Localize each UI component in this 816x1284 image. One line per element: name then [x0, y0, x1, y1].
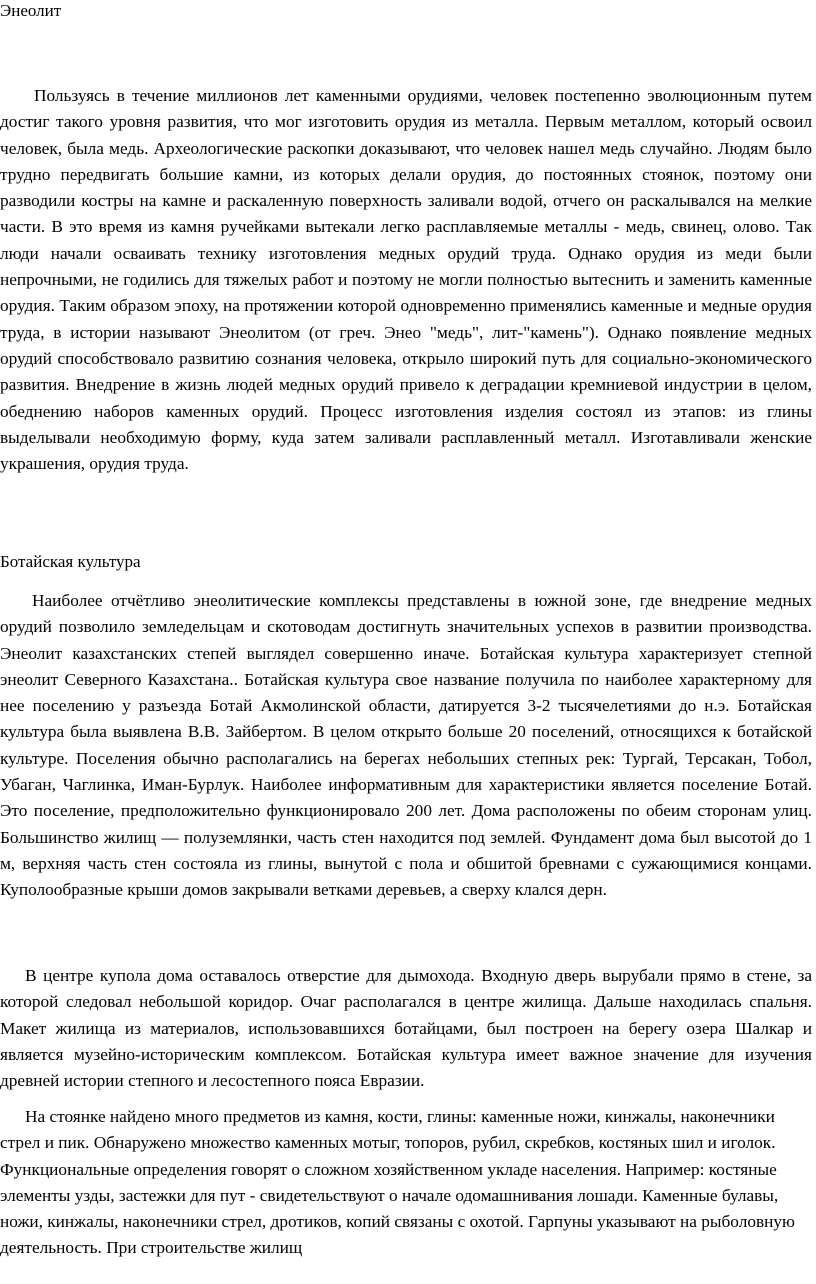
paragraph-botai-3: На стоянке найдено много предметов из камня, кости, глины: каменные ножи, кинжалы, наконечники стрел и пик. Обнаружено множество каменных мотыг, топоров, рубил, скребков, костяных шил и иголок. Функциональные определения говорят о сложном хозяйственном укладе населения. Например: костяные элементы узды, застежки для пут - свидетельствуют о начале одомашнивания лошади. Каменные булавы, ножи, кинжалы, наконечники стрел, дротиков, копий связаны с охотой. Гарпуны указывают на рыболовную деятельность. При строительстве жилищ — [0, 1107, 795, 1258]
section-heading-botai: Ботайская культура — [0, 552, 141, 571]
paragraph-eneolit-1: Пользуясь в течение миллионов лет каменными орудиями, человек постепенно эволюционным путем достиг такого уровня развития, что мог изготовить орудия из металла. Первым металлом, который освоил человек, была медь. Археологические раскопки доказывают, что человек нашел медь случайно. Людям было трудно передвигать большие камни, из которых делали орудия, до постоянных стоянок, поэтому они разводили костры на камне и раскаленную поверхность заливали водой, отчего он раскалывался на мелкие части. В это время из камня ручейками вытекали легко расплавляемые металлы - медь, свинец, олово. Так люди начали осваивать технику изготовления медных орудий труда. Однако орудия из меди были непрочными, не годились для тяжелых работ и поэтому не могли полностью вытеснить и заменить каменные орудия. Таким образом эпоху, на протяжении которой одновременно применялись каменные и медные орудия труда, в истории называют Энеолитом (от греч. Энео "медь", лит-"камень"). Однако появление медных орудий способствовало развитию сознания человека, открыло широкий путь для социально-экономического развития. Внедрение в жизнь людей медных орудий привело к деградации кремниевой индустрии в целом, обеднению наборов каменных орудий. Процесс изготовления изделия состоял из этапов: из глины выделывали необходимую форму, куда затем заливали расплавленный металл. Изготавливали женские украшения, орудия труда. — [0, 86, 812, 474]
paragraph-botai-2: В центре купола дома оставалось отверстие для дымохода. Входную дверь вырубали прямо в стене, за которой следовал небольшой коридор. Очаг располагался в центре жилища. Дальше находилась спальня. Макет жилища из материалов, использовавшихся ботайцами, был построен на берегу озера Шалкар и является музейно-историческим комплексом. Ботайская культура имеет важное значение для изучения древней истории степного и лесостепного пояса Евразии. — [0, 966, 812, 1091]
section-heading-eneolit: Энеолит — [0, 1, 62, 20]
paragraph-botai-1: Наиболее отчётливо энеолитические комплексы представлены в южной зоне, где внедрение медных орудий позволило земледельцам и скотоводам достигнуть значительных успехов в развитии производства. Энеолит казахстанских степей выглядел совершенно иначе. Ботайская культура характеризует степной энеолит Северного Казахстана.. Ботайская культура свое название получила по наиболее характерному для нее поселению у разъезда Ботай Акмолинской области, датируется 3-2 тысячелетиями до н.э. Ботайская культура была выявлена В.В. Зайбертом. В целом открыто больше 20 поселений, относящихся к ботайской культуре. Поселения обычно располагались на берегах небольших степных рек: Тургай, Терсакан, Тобол, Убаган, Чаглинка, Иман-Бурлук. Наиболее информативным для характеристики является поселение Ботай. Это поселение, предположительно функционировало 200 лет. Дома расположены по обеим сторонам улиц. Большинство жилищ — полуземлянки, часть стен находится под землей. Фундамент дома был высотой до 1 м, верхняя часть стен состояла из глины, вынутой с пола и обшитой бревнами с сужающимися концами. Куполообразные крыши домов закрывали ветками деревьев, а сверху клался дерн. — [0, 591, 812, 900]
